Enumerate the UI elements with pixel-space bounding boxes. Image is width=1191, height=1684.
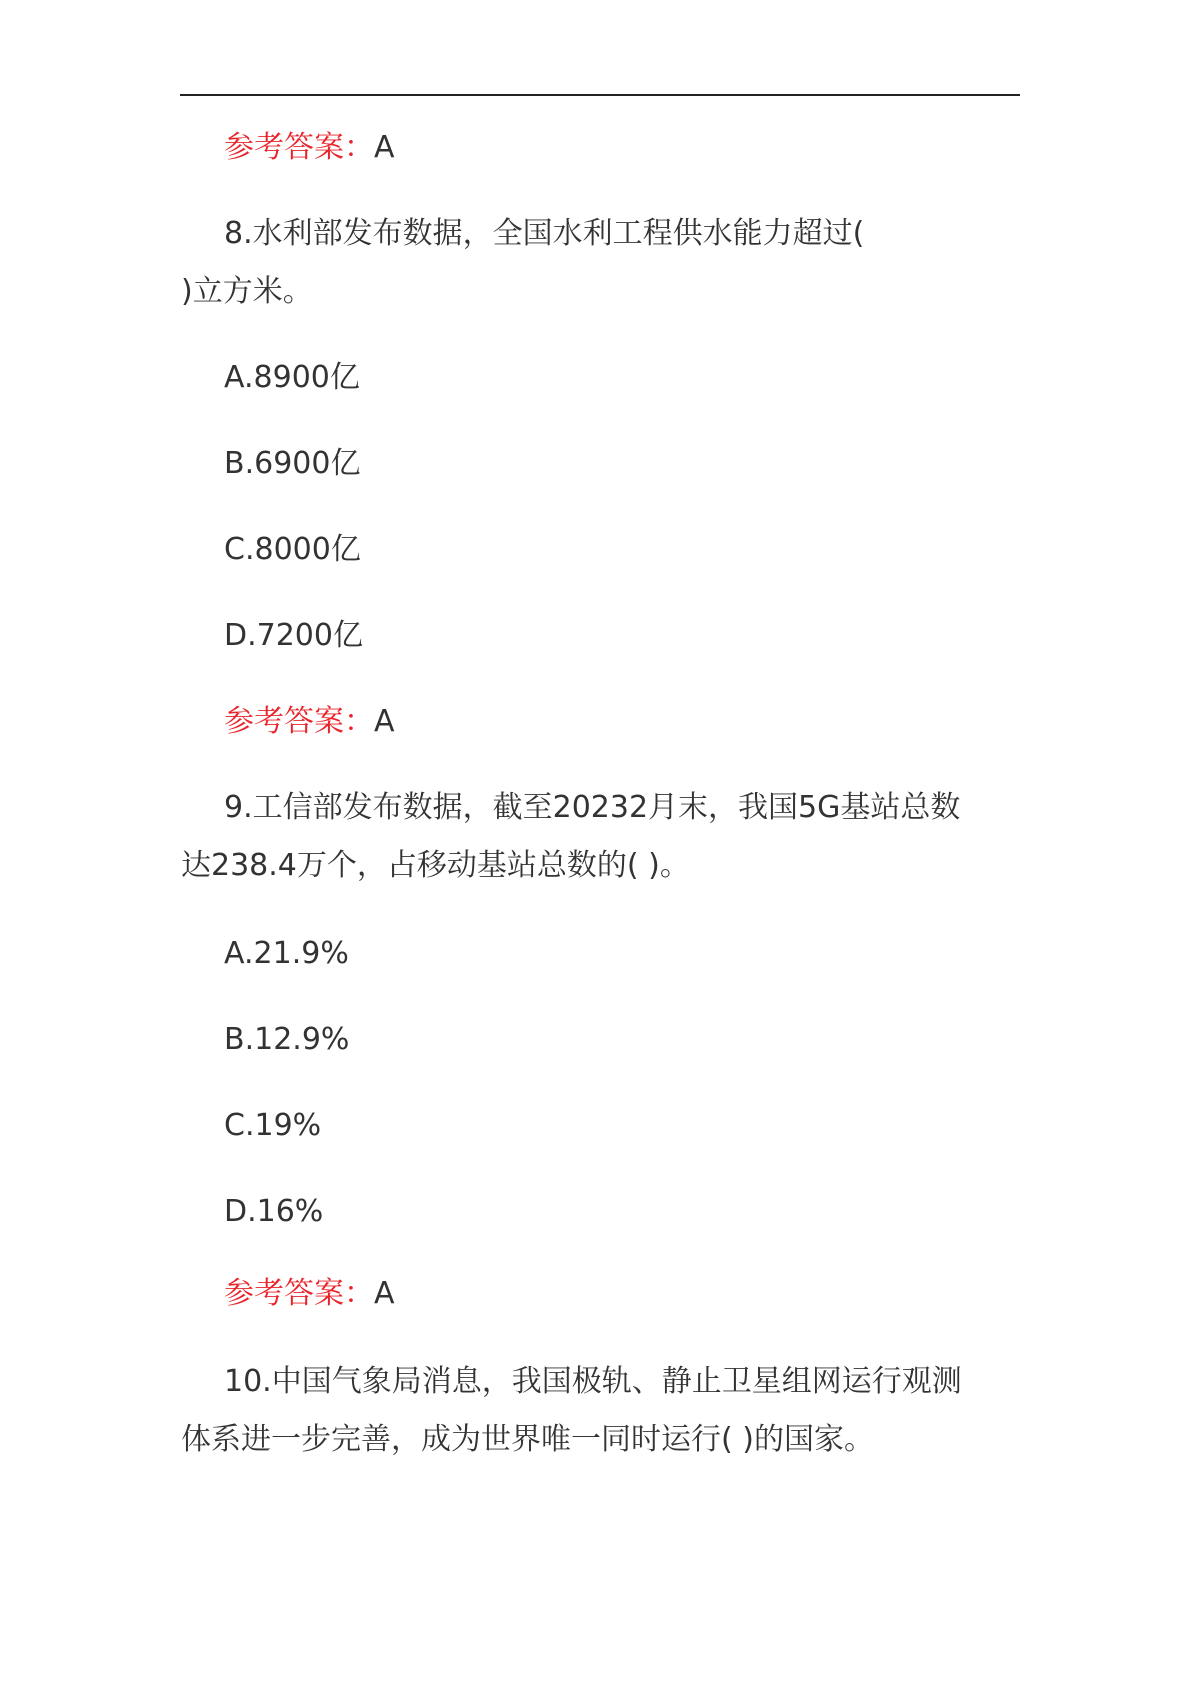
question-8-option-c: C.8000亿 bbox=[224, 532, 361, 567]
answer-value: A bbox=[374, 704, 395, 739]
question-10-line-1: 10.中国气象局消息，我国极轨、静止卫星组网运行观测 bbox=[224, 1364, 962, 1399]
question-9-option-d: D.16% bbox=[224, 1194, 324, 1229]
question-9-option-c: C.19% bbox=[224, 1108, 322, 1143]
question-8-option-a: A.8900亿 bbox=[224, 360, 360, 395]
answer-q7 bbox=[224, 130, 395, 166]
question-8-line-1: 8.水利部发布数据，全国水利工程供水能力超过( bbox=[224, 216, 865, 251]
answer-label: 参考答案： bbox=[224, 1276, 374, 1311]
answer-value: A bbox=[374, 130, 395, 165]
answer-q9 bbox=[224, 1276, 395, 1312]
header-divider bbox=[180, 94, 1020, 96]
answer-label: 参考答案： bbox=[224, 704, 374, 739]
question-9-option-a: A.21.9% bbox=[224, 936, 349, 971]
question-8-option-d: D.7200亿 bbox=[224, 618, 363, 653]
answer-value: A bbox=[374, 1276, 395, 1311]
question-10-line-2: 体系进一步完善，成为世界唯一同时运行( )的国家。 bbox=[181, 1422, 874, 1457]
answer-label: 参考答案： bbox=[224, 130, 374, 165]
question-8-option-b: B.6900亿 bbox=[224, 446, 361, 481]
question-9-line-1: 9.工信部发布数据，截至20232月末，我国5G基站总数 bbox=[224, 790, 961, 825]
question-8-line-2: )立方米。 bbox=[181, 274, 313, 309]
question-9-line-2: 达238.4万个，占移动基站总数的( )。 bbox=[181, 848, 690, 883]
question-9-option-b: B.12.9% bbox=[224, 1022, 350, 1057]
answer-q8 bbox=[224, 704, 395, 740]
